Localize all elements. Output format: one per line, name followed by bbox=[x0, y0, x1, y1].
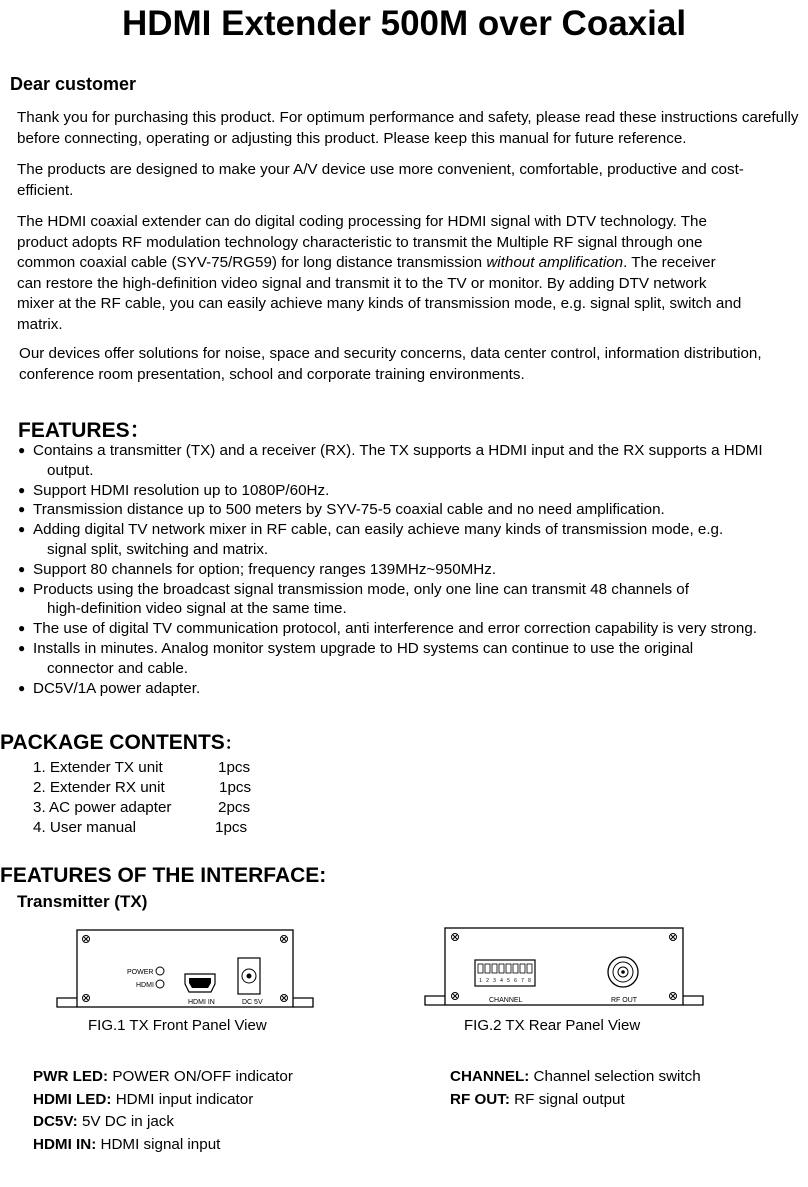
dc-label: DC 5V bbox=[242, 999, 263, 1006]
feature-item bbox=[18, 639, 804, 679]
intro-paragraph-4 bbox=[19, 344, 808, 385]
description-row bbox=[33, 1111, 293, 1134]
feature-item bbox=[18, 481, 804, 501]
rf-connector-icon bbox=[608, 957, 638, 987]
feature-item bbox=[18, 580, 804, 620]
description-text: HDMI signal input bbox=[96, 1135, 221, 1153]
transmitter-heading: Transmitter (TX) bbox=[17, 892, 148, 911]
feature-text-continued: connector and cable. bbox=[47, 659, 189, 677]
package-item-name: 3. AC power adapter bbox=[33, 799, 172, 816]
feature-text-continued: high-definition video signal at the same time. bbox=[47, 600, 347, 618]
package-heading bbox=[0, 729, 242, 755]
description-text: 5V DC in jack bbox=[77, 1113, 174, 1130]
dc-jack-icon bbox=[238, 958, 260, 994]
rear-panel-descriptions bbox=[450, 1066, 701, 1111]
description-term: HDMI LED: bbox=[33, 1090, 112, 1108]
description-term: DC5V: bbox=[33, 1113, 78, 1130]
left-flange bbox=[57, 998, 77, 1007]
dip-number: 2 bbox=[486, 978, 489, 984]
feature-text: Support 80 channels for option; frequency ranges 139MHz~950MHz. bbox=[33, 560, 497, 578]
description-row bbox=[33, 1134, 293, 1157]
feature-text: Contains a transmitter (TX) and a receiver (RX). The TX supports a HDMI input and the RX supports a HDMI bbox=[33, 442, 763, 459]
package-item-qty: 1pcs bbox=[218, 759, 251, 776]
feature-text-continued: output. bbox=[47, 461, 94, 479]
features-list bbox=[18, 441, 804, 698]
description-row bbox=[33, 1089, 293, 1112]
features-heading bbox=[18, 414, 151, 444]
paragraph-emphasis: without amplification bbox=[486, 254, 624, 271]
dip-number: 8 bbox=[528, 978, 531, 984]
feature-text: Installs in minutes. Analog monitor system upgrade to HD systems can continue to use the original bbox=[33, 639, 694, 657]
paragraph-part: . The receiver can restore the high-definition video signal and transmit it to the TV or monitor. By adding DTV network mixer at the RF cable, you can easily achieve many kinds of transmission mode, e.g. signal split, switch and matrix. bbox=[17, 254, 742, 333]
front-panel-caption: FIG.1 TX Front Panel View bbox=[88, 1017, 267, 1034]
feature-text: Support HDMI resolution up to 1080P/60Hz. bbox=[33, 481, 330, 499]
intro-paragraph-3 bbox=[17, 212, 742, 335]
paragraph-part: The HDMI coaxial extender can do digital coding processing for HDMI signal with DTV technology. The product adopts RF modulation technology characteristic to transmit the Multiple RF signal through one common coaxial cable (SYV-75/RG59) for long distance transmission bbox=[17, 213, 707, 271]
hdmi-port-icon bbox=[185, 974, 215, 992]
rf-out-label: RF OUT bbox=[611, 997, 638, 1004]
dip-number: 6 bbox=[514, 978, 517, 984]
package-item-name: 1. Extender TX unit bbox=[33, 759, 163, 776]
description-text: RF signal output bbox=[509, 1090, 625, 1108]
dip-number: 7 bbox=[521, 978, 524, 984]
package-heading-colon: ： bbox=[224, 734, 242, 753]
rear-panel-caption: FIG.2 TX Rear Panel View bbox=[464, 1017, 641, 1034]
feature-item bbox=[18, 500, 804, 520]
interface-heading: FEATURES OF THE INTERFACE: bbox=[0, 864, 327, 887]
paragraph-text: The products are designed to make your A/V device use more convenient, comfortable, productive and cost-efficient. bbox=[17, 161, 744, 199]
description-term: CHANNEL: bbox=[450, 1068, 530, 1085]
front-panel-descriptions bbox=[33, 1066, 293, 1156]
feature-text: The use of digital TV communication protocol, anti interference and error correction capability is very strong. bbox=[33, 620, 758, 638]
hdmi-led-icon bbox=[156, 980, 164, 988]
tx-rear-panel bbox=[423, 926, 705, 1012]
package-heading-text: PACKAGE CONTENTS bbox=[0, 731, 225, 754]
feature-item bbox=[18, 441, 804, 481]
right-flange bbox=[293, 998, 313, 1007]
power-led-label: POWER bbox=[127, 969, 154, 976]
feature-item bbox=[18, 679, 804, 699]
paragraph-text bbox=[17, 212, 742, 335]
right-flange bbox=[683, 996, 703, 1005]
description-term: RF OUT: bbox=[450, 1090, 510, 1108]
description-term: HDMI IN: bbox=[33, 1135, 97, 1153]
description-text: POWER ON/OFF indicator bbox=[108, 1068, 293, 1085]
page-title: HDMI Extender 500M over Coaxial bbox=[121, 4, 687, 43]
panel-body bbox=[77, 930, 293, 1007]
tx-front-panel bbox=[55, 928, 315, 1014]
dip-switch-icon bbox=[475, 960, 535, 986]
feature-text: Adding digital TV network mixer in RF cable, can easily achieve many kinds of transmission mode, e.g. bbox=[33, 521, 724, 539]
feature-item bbox=[18, 619, 804, 639]
description-row bbox=[450, 1066, 701, 1089]
package-item-qty: 1pcs bbox=[219, 779, 252, 796]
dip-number: 5 bbox=[507, 978, 510, 984]
feature-item bbox=[18, 520, 804, 560]
description-text: Channel selection switch bbox=[529, 1068, 701, 1085]
power-led-icon bbox=[156, 967, 164, 975]
hdmi-in-label: HDMI IN bbox=[188, 999, 215, 1006]
description-row bbox=[450, 1089, 701, 1112]
intro-paragraph-1 bbox=[17, 108, 807, 149]
paragraph-text: Thank you for purchasing this product. For optimum performance and safety, please read these instructions carefully before connecting, operating or adjusting this product. Please keep this manual for future reference. bbox=[17, 109, 799, 147]
greeting-heading: Dear customer bbox=[10, 74, 137, 94]
package-item-qty: 2pcs bbox=[218, 799, 251, 816]
intro-paragraph-2 bbox=[17, 160, 757, 201]
channel-label: CHANNEL bbox=[489, 997, 523, 1004]
description-row bbox=[33, 1066, 293, 1089]
feature-text: Products using the broadcast signal transmission mode, only one line can transmit 48 channels of bbox=[33, 580, 689, 598]
feature-text-continued: signal split, switching and matrix. bbox=[47, 540, 269, 558]
features-heading-colon: ： bbox=[129, 419, 151, 442]
features-heading-text: FEATURES bbox=[18, 419, 130, 442]
left-flange bbox=[425, 996, 445, 1005]
dip-number: 3 bbox=[493, 978, 496, 984]
description-term: PWR LED: bbox=[33, 1068, 109, 1085]
paragraph-text: Our devices offer solutions for noise, space and security concerns, data center control, information distribution, conference room presentation, school and corporate training environments. bbox=[19, 345, 762, 383]
feature-text: DC5V/1A power adapter. bbox=[33, 679, 201, 697]
feature-text: Transmission distance up to 500 meters by SYV-75-5 coaxial cable and no need amplification. bbox=[33, 501, 665, 519]
dip-number: 1 bbox=[479, 978, 482, 984]
package-item-name: 2. Extender RX unit bbox=[33, 779, 165, 796]
hdmi-led-label: HDMI bbox=[136, 982, 154, 989]
feature-item bbox=[18, 560, 804, 580]
package-item-qty: 1pcs bbox=[215, 819, 248, 836]
package-item-name: 4. User manual bbox=[33, 819, 136, 836]
dip-number: 4 bbox=[500, 978, 503, 984]
description-text: HDMI input indicator bbox=[111, 1090, 254, 1108]
